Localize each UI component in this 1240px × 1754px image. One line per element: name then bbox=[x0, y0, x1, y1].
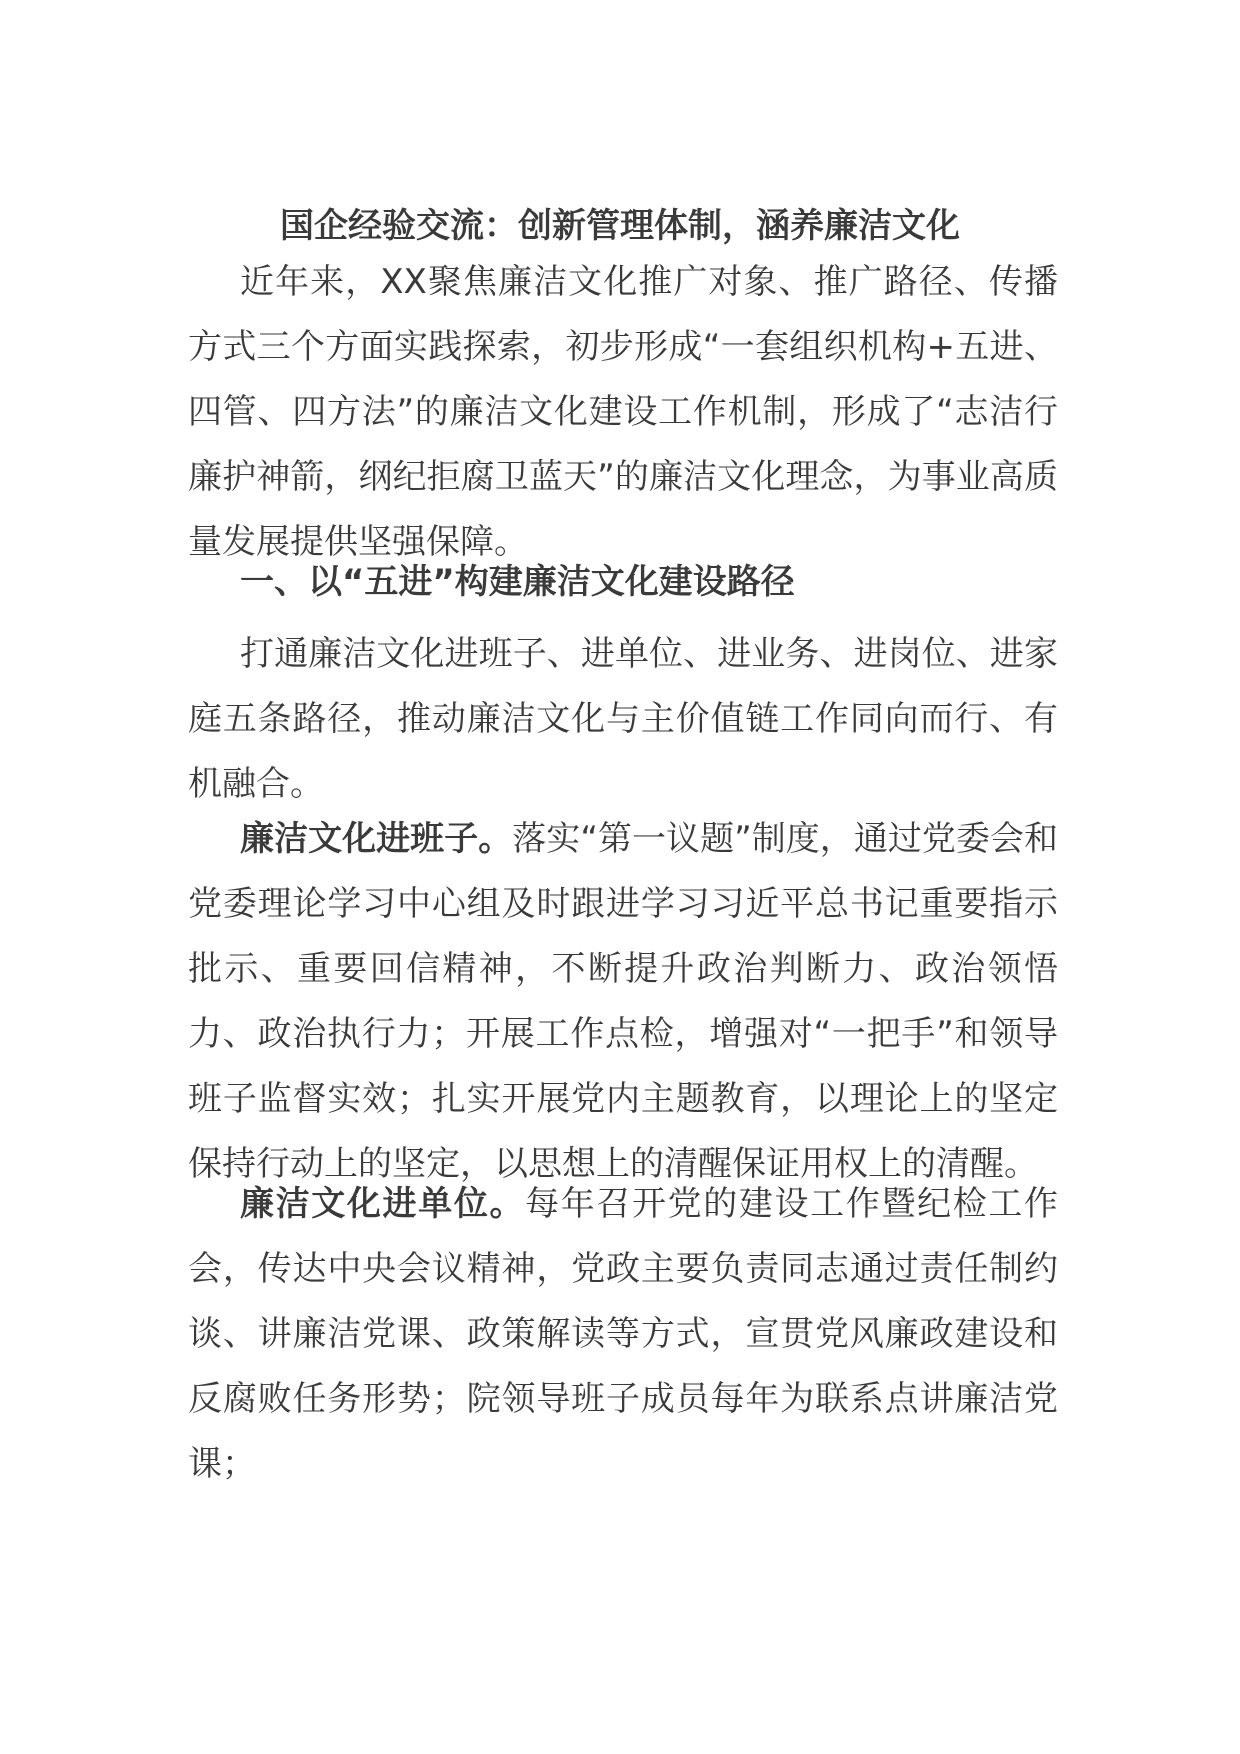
item-lead-unit: 廉洁文化进单位。 bbox=[240, 1184, 526, 1224]
intro-paragraph: 近年来，XX聚焦廉洁文化推广对象、推广路径、传播方式三个方面实践探索，初步形成“一套组织机构+五进、四管、四方法”的廉洁文化建设工作机制，形成了“志洁行廉护神箭，纲纪拒腐卫蓝天”的廉洁文化理念，为事业高质量发展提供坚强保障。 bbox=[188, 262, 1058, 562]
item-body-leadership: 落实“第一议题”制度，通过党委会和党委理论学习中心组及时跟进学习习近平总书记重要指示批示、重要回信精神，不断提升政治判断力、政治领悟力、政治执行力；开展工作点检，增强对“一把手”和领导班子监督实效；扎实开展党内主题教育，以理论上的坚定保持行动上的坚定，以思想上的清醒保证用权上的清醒。 bbox=[188, 819, 1059, 1184]
item-lead-leadership: 廉洁文化进班子。 bbox=[240, 819, 513, 859]
item-paragraph-unit bbox=[188, 1172, 1058, 1497]
document-title: 国企经验交流：创新管理体制，涵养廉洁文化 bbox=[280, 206, 960, 246]
item-paragraph-leadership bbox=[188, 807, 1058, 1197]
item-body-unit: 每年召开党的建设工作暨纪检工作会，传达中央会议精神，党政主要负责同志通过责任制约谈、讲廉洁党课、政策解读等方式，宣贯党风廉政建设和反腐败任务形势；院领导班子成员每年为联系点讲廉洁党课； bbox=[188, 1184, 1059, 1484]
section-heading: 一、以“五进”构建廉洁文化建设路径 bbox=[240, 562, 795, 602]
section-intro-paragraph: 打通廉洁文化进班子、进单位、进业务、进岗位、进家庭五条路径，推动廉洁文化与主价值链工作同向而行、有机融合。 bbox=[188, 634, 1058, 804]
